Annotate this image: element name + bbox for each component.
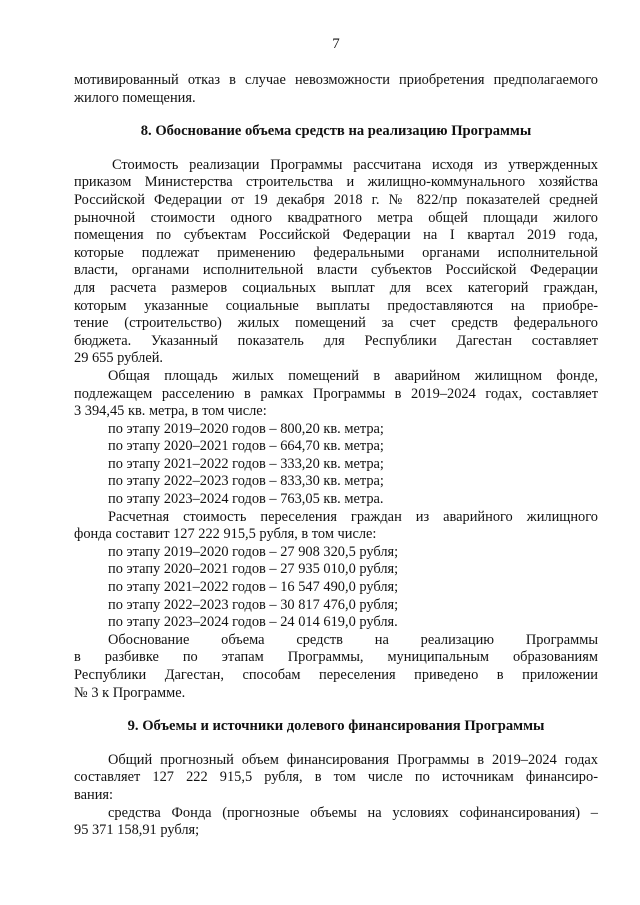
text-line: которым указанные социальные выплаты предоставляются на приобре-: [74, 297, 598, 314]
document-page: [74, 36, 598, 840]
paragraph: [74, 157, 598, 368]
list-item: по этапу 2023–2024 годов – 763,05 кв. метра.: [108, 491, 384, 508]
text-line: Расчетная стоимость переселения граждан из аварийного жилищного: [108, 508, 598, 525]
paragraph: [74, 509, 598, 544]
list-item: по этапу 2022–2023 годов – 833,30 кв. метра;: [108, 473, 384, 490]
text-line: рыночной стоимости одного квадратного метра общей площади жилого: [74, 209, 598, 226]
list-item: по этапу 2020–2021 годов – 664,70 кв. метра;: [108, 438, 384, 455]
list-item: по этапу 2021–2022 годов – 16 547 490,0 рубля;: [108, 579, 399, 596]
text-line: власти, органами исполнительной власти субъектов Российской Федерации: [74, 262, 598, 279]
list-item: по этапу 2019–2020 годов – 800,20 кв. метра;: [108, 420, 384, 437]
text-line: Обоснование объема средств на реализацию Программы: [108, 631, 598, 648]
text-line: Общая площадь жилых помещений в аварийном жилищном фонде,: [108, 367, 598, 384]
page-number: 7: [332, 36, 340, 52]
text-line: средства Фонда (прогнозные объемы на условиях софинансирования) –: [108, 804, 598, 821]
text-line: жилого помещения.: [74, 89, 196, 106]
text-line: вания:: [74, 786, 114, 803]
text-line: мотивированный отказ в случае невозможности приобретения предполагаемого: [74, 72, 598, 88]
list-item: по этапу 2019–2020 годов – 27 908 320,5 рубля;: [108, 543, 399, 560]
text-line: 95 371 158,91 рубля;: [74, 822, 200, 839]
text-line: № 3 к Программе.: [74, 684, 186, 701]
cost-list: [74, 544, 598, 632]
text-line: приказом Министерства строительства и жилищно-коммунального хозяйства: [74, 174, 598, 191]
text-line: для расчета размеров социальных выплат для всех категорий граждан,: [74, 279, 598, 296]
text-line: в разбивке по этапам Программы, муниципальным образованиям: [74, 649, 598, 666]
paragraph: [74, 752, 598, 805]
list-item: по этапу 2021–2022 годов – 333,20 кв. метра;: [108, 455, 384, 472]
paragraph: [74, 368, 598, 421]
text-line: фонда составит 127 222 915,5 рубля, в том числе:: [74, 526, 377, 543]
text-line: Стоимость реализации Программы рассчитана исходя из утвержденных: [112, 156, 598, 173]
text-line: составляет 127 222 915,5 рубля, в том числе по источникам финансиро-: [74, 769, 598, 786]
text-line: Общий прогнозный объем финансирования Программы в 2019–2024 годах: [108, 751, 598, 768]
list-item: по этапу 2023–2024 годов – 24 014 619,0 рубля.: [108, 614, 398, 631]
paragraph: [74, 632, 598, 702]
text-line: бюджета. Указанный показатель для Республики Дагестан составляет: [74, 332, 598, 349]
text-line: тение (строительство) жилых помещений за счет средств федерального: [74, 315, 598, 332]
list-item: по этапу 2020–2021 годов – 27 935 010,0 рубля;: [108, 561, 399, 578]
section-heading: 8. Обоснование объема средств на реализацию Программы: [140, 123, 532, 140]
text-line: подлежащем расселению в рамках Программы в 2019–2024 годах, составляет: [74, 385, 598, 402]
section-heading: 9. Объемы и источники долевого финансирования Программы: [127, 718, 545, 735]
text-line: 29 655 рублей.: [74, 350, 164, 367]
paragraph: [74, 805, 598, 840]
text-line: 3 394,45 кв. метра, в том числе:: [74, 403, 267, 420]
text-line: которые подлежат применению федеральными органами исполнительной: [74, 244, 598, 261]
text-line: Российской Федерации от 19 декабря 2018 г. № 822/пр показателей средней: [74, 191, 598, 208]
text-line: Республики Дагестан, способам переселения приведено в приложении: [74, 667, 598, 683]
list-item: по этапу 2022–2023 годов – 30 817 476,0 рубля;: [108, 596, 399, 613]
area-list: [74, 421, 598, 509]
text-line: помещения по субъектам Российской Федерации на I квартал 2019 года,: [74, 227, 598, 244]
